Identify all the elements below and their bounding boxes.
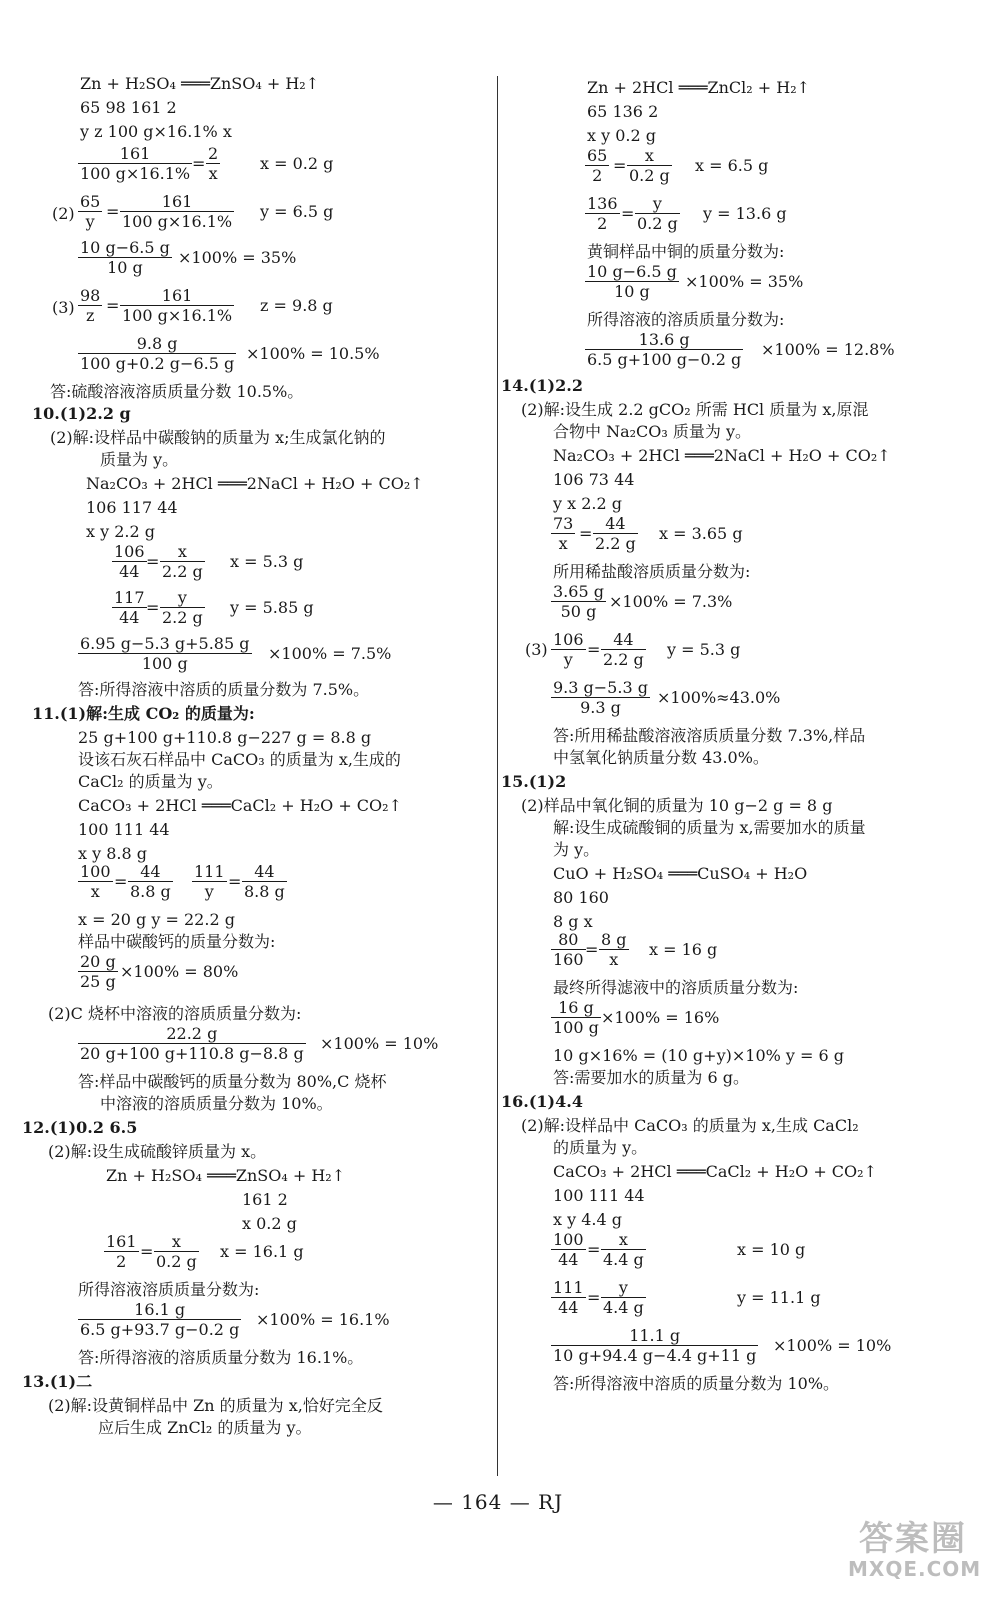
result: y = 5.85 g [230, 598, 314, 617]
fraction: $\frac{98}{z}$ [80, 286, 101, 325]
equals: = [587, 640, 601, 659]
text-line: (2)C 烧杯中溶液的溶质质量分数为: [48, 1004, 302, 1023]
answer-text: 答:所得溶液中溶质的质量分数为 10%。 [553, 1374, 840, 1393]
answer-text: 答:所得溶液的溶质质量分数为 16.1%。 [78, 1348, 364, 1367]
result: y = 11.1 g [737, 1288, 821, 1307]
edition-code: RJ [538, 1490, 564, 1514]
fraction: $\frac{16 g}{100 g}$ [553, 998, 599, 1037]
equation: Zn + H₂SO₄ ═══ZnSO₄ + H₂↑ [106, 1166, 346, 1185]
molar-mass-row: 100 111 44 [78, 820, 170, 839]
equals: = [106, 296, 120, 315]
fraction: $\frac{10 g-6.5 g}{10 g}$ [587, 262, 677, 301]
fraction: $\frac{111}{44}$ [553, 1278, 584, 1317]
fraction: $\frac{10 g-6.5 g}{10 g}$ [80, 238, 170, 277]
fraction: $\frac{73}{x}$ [553, 514, 574, 553]
variable-row: x y 0.2 g [587, 126, 657, 145]
variable-row: x y 8.8 g [78, 844, 148, 863]
equation: Zn + 2HCl ═══ZnCl₂ + H₂↑ [587, 78, 811, 97]
fraction: $\frac{161}{100 g\times 16.1\%}$ [80, 144, 191, 183]
watermark-text: 答案圈 [859, 1519, 967, 1559]
fraction: $\frac{22.2 g}{20 g+100 g+110.8 g-8.8 g}$ [80, 1024, 304, 1063]
variable-row: x y 2.2 g [86, 522, 156, 541]
result: y = 6.5 g [260, 202, 334, 221]
fraction: $\frac{161}{2}$ [106, 1232, 137, 1271]
answer-text: 答:硫酸溶液溶质质量分数 10.5%。 [50, 382, 304, 401]
result: x = 5.3 g [230, 552, 304, 571]
watermark-url: MXQE.COM [848, 1557, 982, 1581]
fraction: $\frac{11.1 g}{10 g+94.4 g-4.4 g+11 g}$ [553, 1326, 757, 1365]
fraction: $\frac{44}{2.2 g}$ [603, 630, 644, 669]
molar-mass-row: 65 98 161 2 [80, 98, 177, 117]
result: ×100% = 10% [773, 1336, 892, 1355]
answer-text: 答:所用稀盐酸溶液溶质质量分数 7.3%,样品 [553, 726, 866, 745]
equals: = [146, 598, 160, 617]
question-10: 10.(1)2.2 g [32, 404, 131, 423]
fraction: $\frac{x}{0.2 g}$ [629, 146, 670, 185]
text-line: 质量为 y。 [100, 450, 179, 469]
fraction: $\frac{6.95 g-5.3 g+5.85 g}{100 g}$ [80, 634, 250, 673]
question-13: 13.(1)二 [22, 1372, 93, 1391]
text-line: 设该石灰石样品中 CaCO₃ 的质量为 x,生成的 [78, 750, 401, 769]
fraction: $\frac{44}{8.8 g}$ [130, 862, 171, 901]
text-line: (2)样品中氧化铜的质量为 10 g−2 g = 8 g [521, 796, 833, 815]
fraction: $\frac{13.6 g}{6.5 g+100 g-0.2 g}$ [587, 330, 742, 369]
fraction: $\frac{65}{y}$ [80, 192, 101, 231]
text-line: (2)解:设生成 2.2 gCO₂ 所需 HCl 质量为 x,原混 [521, 400, 869, 419]
equals: = [621, 204, 635, 223]
result: 10 g×16% = (10 g+y)×10% y = 6 g [553, 1046, 845, 1065]
answer-text: 答:样品中碳酸钙的质量分数为 80%,C 烧杯 [78, 1072, 387, 1091]
equals: = [585, 940, 599, 959]
question-15: 15.(1)2 [501, 772, 567, 791]
text-line: 的质量为 y。 [553, 1138, 648, 1157]
part-label: (3) [52, 298, 75, 317]
molar-mass-row: 106 73 44 [553, 470, 635, 489]
result: ×100% = 7.5% [268, 644, 392, 663]
answer-text: 中溶液的溶质质量分数为 10%。 [100, 1094, 333, 1113]
equals: = [587, 1240, 601, 1259]
text-line: 25 g+100 g+110.8 g−227 g = 8.8 g [78, 728, 372, 747]
fraction: $\frac{20 g}{25 g}$ [80, 952, 116, 991]
equation: CuO + H₂SO₄ ═══CuSO₄ + H₂O [553, 864, 808, 883]
equals: = [228, 872, 242, 891]
text-line: (2)解:设生成硫酸锌质量为 x。 [48, 1142, 267, 1161]
equation: Na₂CO₃ + 2HCl ═══2NaCl + H₂O + CO₂↑ [86, 474, 424, 493]
question-12: 12.(1)0.2 6.5 [22, 1118, 138, 1137]
result: ×100% = 10% [320, 1034, 439, 1053]
result: x = 16 g [649, 940, 718, 959]
dash: — [509, 1490, 531, 1514]
equals: = [146, 552, 160, 571]
page-footer [0, 1490, 996, 1514]
result: x = 10 g [737, 1240, 806, 1259]
fraction: $\frac{65}{2}$ [587, 146, 608, 185]
text-line: 应后生成 ZnCl₂ 的质量为 y。 [98, 1418, 312, 1437]
fraction: $\frac{x}{2.2 g}$ [162, 542, 203, 581]
fraction: $\frac{x}{4.4 g}$ [603, 1230, 644, 1269]
text-line: 解:设生成硫酸铜的质量为 x,需要加水的质量 [553, 818, 866, 837]
equals: = [192, 154, 206, 173]
text-line: 样品中碳酸钙的质量分数为: [78, 932, 276, 951]
fraction: $\frac{80}{160}$ [553, 930, 584, 969]
molar-mass-row: 106 117 44 [86, 498, 178, 517]
variable-row: x y 4.4 g [553, 1210, 623, 1229]
fraction: $\frac{44}{8.8 g}$ [244, 862, 285, 901]
fraction: $\frac{x}{0.2 g}$ [156, 1232, 197, 1271]
text-line: (2)解:设黄铜样品中 Zn 的质量为 x,恰好完全反 [48, 1396, 383, 1415]
fraction: $\frac{111}{y}$ [194, 862, 225, 901]
text-line: 为 y。 [553, 840, 600, 859]
result: ×100% = 12.8% [761, 340, 895, 359]
text-line: (2)解:设样品中碳酸钠的质量为 x;生成氯化钠的 [50, 428, 386, 447]
equals: = [587, 1288, 601, 1307]
result: x = 3.65 g [659, 524, 743, 543]
result: x = 16.1 g [220, 1242, 304, 1261]
result: ×100% = 35% [178, 248, 297, 267]
answer-text: 中氢氧化钠质量分数 43.0%。 [553, 748, 769, 767]
equals: = [613, 156, 627, 175]
fraction: $\frac{106}{44}$ [114, 542, 145, 581]
fraction: $\frac{136}{2}$ [587, 194, 618, 233]
molar-mass-row: 161 2 [242, 1190, 288, 1209]
result: x = 0.2 g [260, 154, 334, 173]
variable-row: x 0.2 g [242, 1214, 297, 1233]
result: ×100% = 7.3% [609, 592, 733, 611]
result: x = 20 g y = 22.2 g [78, 910, 235, 929]
equation: CaCO₃ + 2HCl ═══CaCl₂ + H₂O + CO₂↑ [78, 796, 402, 815]
equation: CaCO₃ + 2HCl ═══CaCl₂ + H₂O + CO₂↑ [553, 1162, 877, 1181]
watermark-logo [848, 1519, 982, 1581]
fraction: $\frac{y}{0.2 g}$ [637, 194, 678, 233]
result: ×100% = 16.1% [256, 1310, 390, 1329]
fraction: $\frac{117}{44}$ [114, 588, 145, 627]
text-line: 所得溶液溶质质量分数为: [78, 1280, 260, 1299]
equation: Zn + H₂SO₄ ═══ZnSO₄ + H₂↑ [80, 74, 320, 93]
text-line: 最终所得滤液中的溶质质量分数为: [553, 978, 799, 997]
equals: = [140, 1242, 154, 1261]
result: y = 5.3 g [667, 640, 741, 659]
fraction: $\frac{3.65 g}{50 g}$ [553, 582, 604, 621]
part-label: (3) [525, 640, 548, 659]
text-line: 所用稀盐酸溶质质量分数为: [553, 562, 751, 581]
equation: Na₂CO₃ + 2HCl ═══2NaCl + H₂O + CO₂↑ [553, 446, 891, 465]
equals: = [106, 202, 120, 221]
dash: — [432, 1490, 454, 1514]
result: ×100% = 16% [601, 1008, 720, 1027]
fraction: $\frac{9.3 g-5.3 g}{9.3 g}$ [553, 678, 648, 717]
answer-text: 答:需要加水的质量为 6 g。 [553, 1068, 749, 1087]
molar-mass-row: 80 160 [553, 888, 609, 907]
question-16: 16.(1)4.4 [501, 1092, 583, 1111]
text-line: (2)解:设样品中 CaCO₃ 的质量为 x,生成 CaCl₂ [521, 1116, 859, 1135]
result: ×100% = 80% [120, 962, 239, 981]
result: ×100% = 10.5% [246, 344, 380, 363]
fraction: $\frac{161}{100 g\times 16.1\%}$ [122, 192, 233, 231]
variable-row: 8 g x [553, 912, 593, 931]
text-line: CaCl₂ 的质量为 y。 [78, 772, 223, 791]
page-number: 164 [461, 1490, 503, 1514]
variable-row: y z 100 g×16.1% x [80, 122, 232, 141]
result: x = 6.5 g [695, 156, 769, 175]
molar-mass-row: 65 136 2 [587, 102, 659, 121]
text-line: 所得溶液的溶质质量分数为: [587, 310, 785, 329]
result: ×100%≈43.0% [657, 688, 781, 707]
variable-row: y x 2.2 g [553, 494, 623, 513]
fraction: $\frac{9.8 g}{100 g+0.2 g-6.5 g}$ [80, 334, 235, 373]
result: y = 13.6 g [703, 204, 787, 223]
fraction: $\frac{16.1 g}{6.5 g+93.7 g-0.2 g}$ [80, 1300, 240, 1339]
fraction: $\frac{2}{x}$ [208, 144, 219, 183]
fraction: $\frac{100}{44}$ [553, 1230, 584, 1269]
part-label: (2) [52, 204, 75, 223]
fraction: $\frac{y}{4.4 g}$ [603, 1278, 644, 1317]
result: ×100% = 35% [685, 272, 804, 291]
fraction: $\frac{44}{2.2 g}$ [595, 514, 636, 553]
question-14: 14.(1)2.2 [501, 376, 583, 395]
fraction: $\frac{8 g}{x}$ [601, 930, 627, 969]
fraction: $\frac{106}{y}$ [553, 630, 584, 669]
equals: = [114, 872, 128, 891]
equals: = [579, 524, 593, 543]
result: z = 9.8 g [260, 296, 333, 315]
fraction: $\frac{y}{2.2 g}$ [162, 588, 203, 627]
question-11: 11.(1)解:生成 CO₂ 的质量为: [32, 704, 255, 723]
fraction: $\frac{161}{100 g\times 16.1\%}$ [122, 286, 233, 325]
text-line: 黄铜样品中铜的质量分数为: [587, 242, 785, 261]
molar-mass-row: 100 111 44 [553, 1186, 645, 1205]
answer-text: 答:所得溶液中溶质的质量分数为 7.5%。 [78, 680, 370, 699]
text-line: 合物中 Na₂CO₃ 质量为 y。 [553, 422, 752, 441]
fraction: $\frac{100}{x}$ [80, 862, 111, 901]
column-divider [497, 76, 498, 1476]
